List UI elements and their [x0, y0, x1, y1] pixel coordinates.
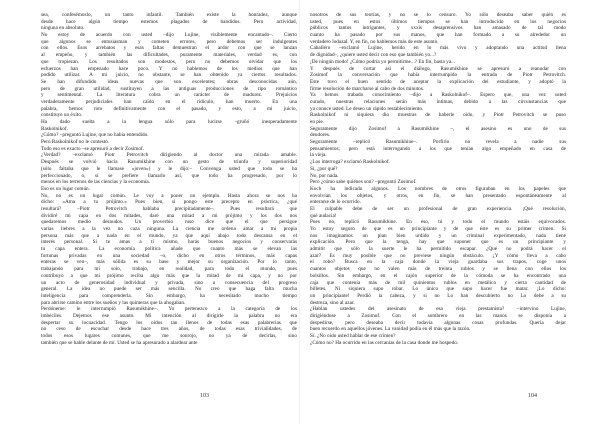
text-line: también que se hable delante de mí. Usted se ha apresurado a alardear ante: [41, 339, 198, 346]
text-line: deudores.: [310, 132, 331, 139]
text-line: ya conoce usted. Le deseo un rápido restablecimiento.: [310, 105, 424, 112]
text-line: Se han difundido ideas nuevas que son excelentes; obras desconocidas aún,: [41, 78, 297, 85]
text-line: ¿Los interroga? exclamó Raskolnikof.: [310, 159, 390, 166]
text-line: un principiante! Perdió la cabeza, y si no Lo han descubierto no Lo debe a su: [310, 292, 566, 299]
text-line: desde hace algún tiempo estemos plagados de bandidos. Pero actividad,: [41, 18, 297, 25]
text-line: Raskolnikof.: [41, 125, 68, 132]
text-line: despedirse, pero deseaba decir todavía algunas cosas profundas. Quería dejar: [310, 319, 566, 326]
text-line: despertar su locuacidad. Tengo los oídos tan llenos de todas esas palabrerías que: [41, 319, 297, 326]
text-line: contribuyo a que mi prójimo reciba algo más que la mitad de mi capa, y no por: [41, 272, 297, 279]
text-line: Todo eso es exacto –se apresuró a decir Zosimof.: [41, 145, 145, 152]
text-line: curado, nuestras relaciones serán más íntimas, debido a las circunstancias que: [310, 98, 566, 105]
text-line: No estoy de acuerdo con usted –dijo Lujine, visiblemente encantado–. Cierto: [41, 32, 297, 39]
left-page-number: 103: [200, 393, 209, 399]
text-line: Caballero –exclamó Lujine, herido en lo más vivo y adoptando una actitud llena: [310, 45, 566, 52]
text-line: enteras se ven–, más sólida es su base y mejor su organización. Por lo tanto,: [41, 259, 297, 266]
right-page-text: [310, 12, 566, 346]
text-line: firme resolución de marcharse al cabo de dos minutos.: [310, 85, 425, 92]
text-line: Seguramente dijo Zosimof a Rasumikhine –, el asesino es uno de sus: [310, 125, 566, 132]
text-line: Ya hemos trabado conocimiento –dijo a Raskolnikof–. Espero que, una vez usted: [310, 92, 566, 99]
text-line: Yo estoy seguro de que es un principiante y de que éste es su primer crimen. Si: [310, 226, 566, 232]
text-line: con ellos. Esos arrebatos y esas faltas demuestran el ardor con que se lanzan: [41, 45, 297, 52]
text-line: la vieja.: [310, 152, 327, 159]
text-line: Koch ha indicado algunos. Los nombres de otros figuraban en los papeles que: [310, 185, 566, 192]
text-line: enterarse de lo ocurrido.: [310, 199, 361, 206]
text-line: envolvían los objetos, y otros, en fin, se han presentado espontáneamente al: [310, 192, 566, 199]
text-line: Éste tuvo el buen sentido de aceptar la explicación del estudiante, y adoptó la: [310, 78, 566, 85]
text-line: Raskolnikof ni siquiera dio muestras de haberle oído, y Piotr Petrovitch se puso: [310, 112, 566, 119]
text-line: de dignidad–, ¿quiere usted decir con eso que también yo...?: [310, 52, 437, 59]
left-page-text: [41, 12, 297, 346]
text-line: (sólo faltaba que le llamase «joven») y le dijo:– Convenga usted que todo se ha: [41, 165, 297, 172]
text-line: inteligencia para comprenderla. Sin embargo, ha necesitado mucho tiempo: [41, 292, 297, 299]
text-line: dividiré mi capa en dos mitades, daré una mitad a mi prójimo y los dos nos: [41, 212, 297, 219]
page-gutter: [299, 0, 300, 424]
text-line: públicos tantos intrigantes, y xxxis desaprensivos han amasado de tal modo: [310, 25, 566, 32]
text-line: perfeccionado, o, si se prefiere llamarlo así, que todo ha progresado, por lo: [41, 172, 297, 179]
text-line: Pues no, replicó Rasumikhine. En eso, tú y todo el mundo estáis equivocados.: [310, 219, 566, 226]
text-line: ninguna en absoluto.: [41, 25, 85, 32]
text-line: que tropiezan. Los resultados son modestos, pero no debemos olvidar que los: [41, 58, 297, 65]
text-line: Y después de cortar así el diálogo, Rasumikhine se apresuró a reanudar con: [310, 65, 566, 72]
text-line: Perdóneme: le interrumpió Rasumikhine–. Yo pertenezco a la categoría de los: [41, 306, 297, 313]
text-line: Pero ¿cómo sabe quiénes son? –preguntó Zosimof.: [310, 179, 417, 186]
text-line: Después se volvió hacia Rasumikhine con un gesto de triunfo y superioridad: [41, 159, 297, 166]
text-line: esfuerzos han empezado hace poco. Y no hablemos de los medios que han: [41, 65, 297, 72]
text-line: constituye un éxito.: [41, 112, 83, 119]
text-line: palabra, hemos roto definitivamente con el pasado, y esto, a mi juicio,: [41, 105, 297, 112]
text-line: azar? Es muy posible que no previese ningún obstáculo. ¿Y cómo lleva a cabo: [310, 252, 566, 259]
text-line: menos en los terrenos de las ciencias y la economía.: [41, 179, 151, 186]
text-line: todos esos lugares comunes, que me sonrojo, no ya de decirlas, sino: [41, 333, 297, 339]
text-line: No, no es un lugar común. Le voy a poner un ejemplo. Hasta ahora se nos ha: [41, 192, 297, 199]
text-line: al empeño, y también las dificultades, puramente materiales, verdad es, con: [41, 52, 297, 59]
text-line: persona más que a nada en el mundo, ya que aquí abajo todo descansa en el: [41, 232, 297, 239]
text-line: No, por nada.: [310, 172, 339, 179]
text-line: que algunos se entusiasman y cometen errores, pero debemos ser indulgentes: [41, 38, 297, 45]
text-line: dicho: «Ama a tu prójimo.» Pues bien, si pongo este precepto en práctica, ¿qué: [41, 199, 297, 206]
text-line: nos imaginamos un plan bien urdido y un criminal experimentado, nada tiene: [310, 232, 566, 239]
text-line: usted, pues en estos últimos tiempos se han introducido en los negocios: [310, 18, 566, 25]
text-line: buen recuerdo en aquellos jóvenes. La vanidad podía en él más que la razón.: [310, 326, 471, 333]
text-line: Zosimof la conversación que había interrumpido la entrada de Piotr Petrovitch.: [310, 72, 566, 79]
text-line: trabajando para mí solo, trabajo, en realidad, para todo el mundo, pues: [41, 266, 297, 273]
text-line: Seguramente –replicó Rasumikhine–. Porfirio no revela a nadie sus: [310, 139, 566, 146]
text-line: pensamientos; pero está interrogando a los que tenían algo empeñado en casa de: [310, 145, 566, 152]
right-page: [310, 12, 566, 424]
text-line: imbéciles. Dejemos ese asunto. Mi intención al dirigirle la palabra no era: [41, 312, 297, 319]
text-line: Ha dado suelta a la lengua sólo para lucirse –gruñó inesperadamente: [41, 119, 297, 125]
text-line: explicación. Pero que la tenga, hay que suponer que es un principiante y: [310, 239, 566, 246]
text-line: Sí. ¿No oído usted hablar de ese crimen?: [310, 333, 396, 339]
text-line: para abrirse camino entre los sueños y las quimeras que la ahogaban.: [41, 299, 186, 306]
text-line: sea, confesémoslo, un tanto infantil. También existe la honradez, aunque: [41, 12, 297, 18]
text-line: Eso es un lugar común.: [41, 185, 90, 192]
text-line: y sentimental. La literatura cobra un carácter de madurez. Prejuicios: [41, 92, 297, 99]
text-line: ¡De ningún modo! ¿Cómo podría yo permitirme...? En fin, basta ya...: [310, 58, 455, 65]
text-line: general. La idea no puede ser más sencilla. No creo que haga falta mucha: [41, 286, 297, 293]
text-line: bolsillos. Sin embargo, en el cajón superior de la cómoda se ha encontrado una: [310, 272, 566, 279]
text-line: cuantos objetos que no valen más de treinta rublos y se llena con ellos los: [310, 266, 566, 273]
text-line: tu capa entera. La economía política añade que cuanto más se elevan las: [41, 246, 297, 253]
text-line: admitir que sólo la suerte le ha permitido escapar. ¿Qué no podrá hacer el: [310, 246, 566, 253]
text-line: dirigiéndose a Zosimof. Con el sombrero en las manos se disponía a: [310, 312, 566, 319]
right-page-number: 104: [528, 393, 537, 399]
text-line: ¿Hablan ustedes del asesinato de esa vieja prestamista? –intervino Lujine,: [310, 306, 566, 313]
text-line: el robo? Busca en la caja donde la vieja guardaba sus trapos, coge unos: [310, 259, 566, 266]
text-line: billetes. Ni siquiera supo robar. Lo único que supo hacer fue matar. ¡Lo dicho:: [310, 286, 566, 293]
text-line: caja que contenía más de mil quinientos rublos en metálico y cierta cantidad de: [310, 279, 566, 286]
text-line: qué audacia!: [310, 212, 337, 219]
text-line: quedaremos medio desnudos. Un proverbio ruso dice que el que persigue: [41, 219, 297, 226]
text-line: cuanto ha pasado por sus manos, que han formado a su alrededor un: [310, 32, 566, 39]
text-line: varias liebres a la vez no caza ninguna. La ciencia me ordena amar a mi propia: [41, 226, 297, 232]
text-line: Sí, ¿por qué?: [310, 165, 338, 172]
text-line: no ceso de escuchar desde hace tres años, de todas esas trivialidades, de: [41, 326, 297, 333]
text-line: ¿Cómo no? Ha ocurrido en las cercanías de la casa donde me hospedo.: [310, 339, 459, 346]
text-line: fortunas privadas en una sociedad –o, dicho en otros términos, más capas: [41, 252, 297, 259]
text-line: Pero Raskolnikof no le contestó.: [41, 139, 110, 146]
text-line: El culpable debe de ser un profesional de gran experiencia. ¡Qué resolución,: [310, 205, 566, 212]
text-line: verdaderamente perjudiciales han caído en el ridículo, han muerto. En una: [41, 98, 297, 105]
text-line: nosotros de sus teorías, y no se lo censuro. Yo sólo deseaba saber quién es: [310, 12, 566, 18]
left-page: [41, 12, 297, 424]
text-line: pero de gran utilidad, sustituyen a las antiguas producciones de tipo romántico: [41, 85, 297, 92]
text-line: ¿Verdad? –exclamó Piotr Petrovitch dirigiendo al doctor una mirada amable.: [41, 152, 297, 159]
text-line: resultará? –Piotr Petrovitch hablaba precipitadamente–. Pues resultará que: [41, 205, 297, 212]
text-line: podido utilizar. A mi juicio, no obstante, se han obtenido ya ciertos resultados.: [41, 72, 297, 79]
text-line: verdadero lodazal. Y, en fin, no hablemos más de este asunto.: [310, 38, 439, 45]
text-line: destreza, sino al azar.: [310, 299, 355, 306]
text-line: ¿Cómo? –preguntó Lujine, que no había entendido.: [41, 132, 149, 139]
text-line: interés personal. Si te amas a ti mismo, harás buenos negocios y conservarás: [41, 239, 297, 246]
text-line: en pie.: [310, 119, 324, 125]
text-line: un acto de generosidad individual y privada, sino a consecuencia del progreso: [41, 279, 297, 286]
